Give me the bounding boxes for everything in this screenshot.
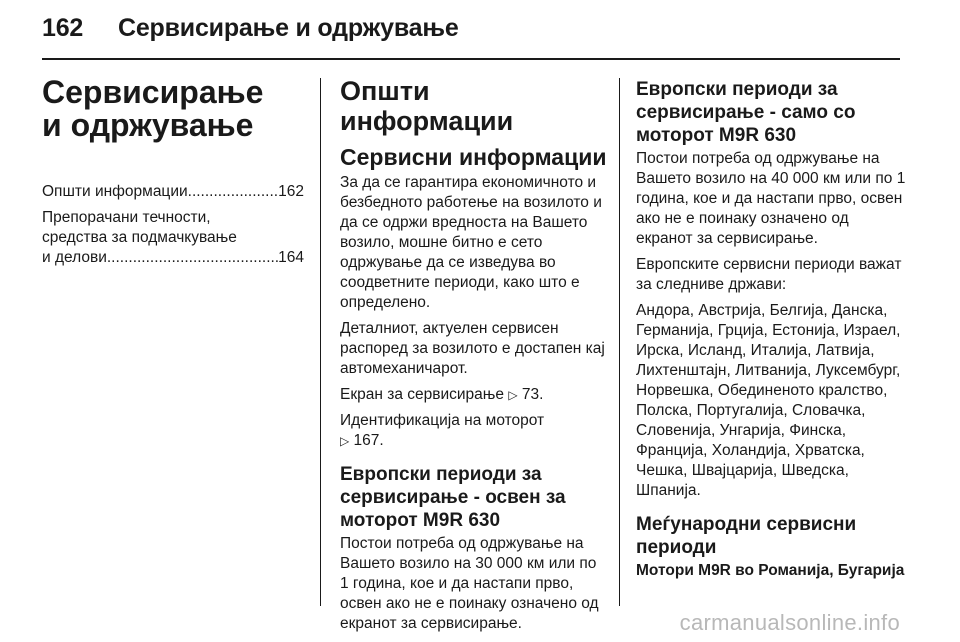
page-ref-icon: ▷ (340, 434, 350, 448)
paragraph: За да се гарантира економичното и безбедното работење на возилото и да се одржи вредноста на Вашето возило, мошне битно е сето одржување да се изведува во соодветните периоди, како што е определено. (340, 174, 602, 311)
section-heading: Општи информации (340, 76, 514, 136)
paragraph: Идентификација на моторот ▷ 167. (340, 412, 545, 449)
page-header (42, 14, 459, 43)
toc-entry-page: 164 (278, 249, 304, 266)
paragraph: Постои потреба од одржување на Вашето возило на 40 000 км или по 1 година, кое и да настапи прво, освен ако не е поинаку означено од екранот за сервисирање. (636, 150, 906, 247)
minor-heading: Мотори M9R во Романија, Бугарија (636, 562, 905, 579)
sub-heading: Меѓународни сервисни периоди (636, 514, 857, 558)
watermark: carmanualsonline.info (679, 610, 900, 635)
page-ref-icon: ▷ (508, 388, 518, 402)
subsection-heading: Сервисни информации (340, 144, 607, 170)
toc-entry-page: 162 (278, 183, 304, 200)
chapter-title: Сервисирање и одржување (42, 74, 264, 143)
paragraph: Постои потреба од одржување на Вашето возило на 30 000 км или по 1 година, кое и да настапи прво, освен ако не е поинаку означено од екранот за сервисирање. (340, 535, 599, 632)
paragraph: Андора, Австрија, Белгија, Данска, Германија, Грција, Естонија, Израел, Ирска, Исланд, Италија, Латвија, Лихтенштајн, Литванија, Луксембург, Норвешка, Обединеното кралство, Полска, Португалија, Словачка, Словенија, Унгарија, Финска, Франција, Холандија, Хрватска, Чешка, Швајцарија, Шведска, Шпанија. (636, 302, 901, 499)
column-2 (340, 66, 608, 640)
paragraph: Екран за сервисирање ▷ 73. (340, 386, 544, 403)
column-divider-1 (320, 78, 321, 606)
toc-entry-label: средства за подмачкување (42, 229, 237, 246)
toc-entry-label: Општи информации (42, 183, 188, 200)
column-1 (42, 66, 304, 274)
paragraph: Европските сервисни периоди важат за следниве држави: (636, 256, 902, 293)
column-divider-2 (619, 78, 620, 606)
column-3 (636, 66, 906, 581)
toc-entry-fluids[interactable] (42, 208, 304, 268)
toc-entry-label: Препорачани течности, (42, 209, 211, 226)
sub-heading: Европски периоди за сервисирање - освен за моторот M9R 630 (340, 464, 566, 531)
toc-entry-general-info[interactable] (42, 182, 304, 202)
page-ref-link[interactable]: 73. (521, 386, 544, 403)
header-title: Сервисирање и одржување (118, 14, 459, 42)
page-number: 162 (42, 14, 84, 42)
sub-heading: Европски периоди за сервисирање - само со моторот M9R 630 (636, 79, 856, 146)
page-ref-link[interactable]: 167. (353, 432, 384, 449)
header-rule (42, 58, 900, 60)
toc-entry-label: и делови (42, 249, 107, 266)
paragraph: Деталниот, актуелен сервисен распоред за возилото е достапен кај автомеханичарот. (340, 320, 605, 377)
